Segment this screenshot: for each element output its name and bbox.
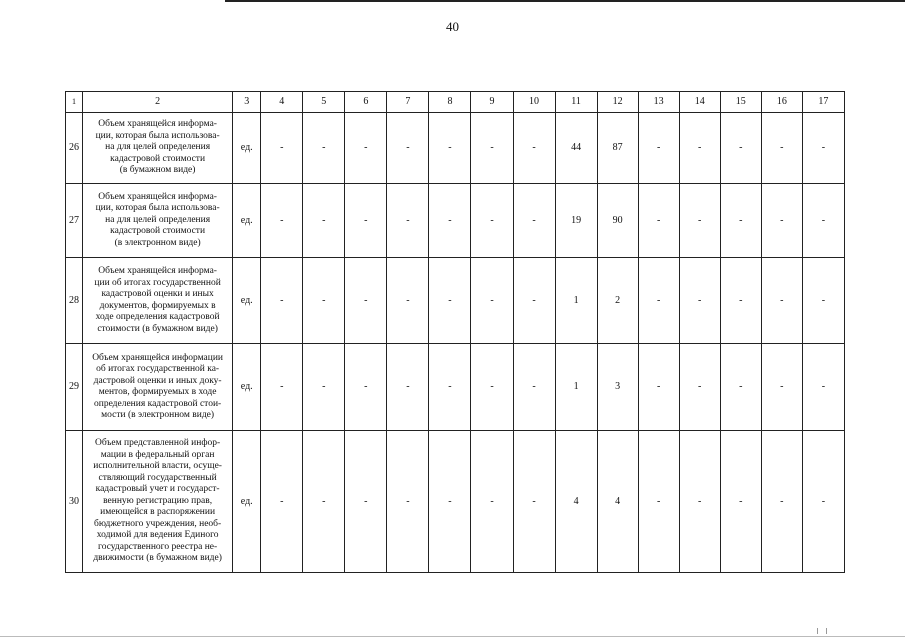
description-line: (в электронном виде) [114,237,201,248]
row-unit: ед. [233,113,261,184]
row-number: 28 [66,258,83,344]
value-cell-col-7: - [387,184,429,258]
data-table [65,91,845,573]
column-header-3: 3 [233,92,261,113]
row-number: 26 [66,113,83,184]
description-line: ции об итогах государственной [94,277,221,288]
description-line: кадастровой стоимости [110,226,206,237]
value-cell-col-10: - [513,431,555,573]
description-line: Объем хранящейся информа- [98,191,217,202]
value-cell-col-7: - [387,113,429,184]
row-description [83,113,233,184]
description-line: на для целей определения [105,214,211,225]
value-cell-col-12: 4 [597,431,638,573]
column-header-5: 5 [303,92,345,113]
value-cell-col-11: 1 [555,258,597,344]
description-line: ции, которая была использова- [95,203,220,214]
value-cell-col-13: - [638,113,679,184]
description-line: определения кадастровой стои- [94,398,222,409]
row-description [83,431,233,573]
description-line: венную регистрацию прав, [103,495,213,506]
value-cell-col-8: - [429,258,471,344]
table-row [66,344,845,431]
value-cell-col-17: - [802,431,844,573]
table-row [66,113,845,184]
value-cell-col-7: - [387,258,429,344]
description-line: кадастровый учет и государст- [95,484,220,495]
value-cell-col-9: - [471,431,513,573]
value-cell-col-12: 3 [597,344,638,431]
value-cell-col-6: - [345,184,387,258]
value-cell-col-12: 90 [597,184,638,258]
value-cell-col-4: - [261,344,303,431]
column-header-13: 13 [638,92,679,113]
row-description [83,344,233,431]
column-header-16: 16 [761,92,802,113]
description-line: кадастровой стоимости [110,153,206,164]
column-header-12: 12 [597,92,638,113]
value-cell-col-16: - [761,431,802,573]
row-description [83,258,233,344]
value-cell-col-15: - [720,113,761,184]
description-line: (в бумажном виде) [119,165,196,176]
description-line: дастровой оценки и иных доку- [93,375,222,386]
value-cell-col-17: - [802,344,844,431]
value-cell-col-17: - [802,113,844,184]
row-unit: ед. [233,258,261,344]
description-line: Объем представленной инфор- [95,438,221,449]
column-header-8: 8 [429,92,471,113]
value-cell-col-17: - [802,184,844,258]
table-row [66,258,845,344]
column-header-7: 7 [387,92,429,113]
row-unit: ед. [233,184,261,258]
value-cell-col-11: 4 [555,431,597,573]
value-cell-col-15: - [720,184,761,258]
value-cell-col-9: - [471,113,513,184]
table-row [66,431,845,573]
row-number: 27 [66,184,83,258]
value-cell-col-15: - [720,344,761,431]
value-cell-col-12: 87 [597,113,638,184]
description-line: ментов, формируемых в ходе [98,387,217,397]
column-header-4: 4 [261,92,303,113]
description-line: документов, формируемых в [99,300,216,311]
description-line: мации в федеральный орган [100,449,215,460]
value-cell-col-4: - [261,431,303,573]
scan-tick-marks [817,628,827,634]
value-cell-col-15: - [720,431,761,573]
row-description [83,184,233,258]
top-border-line [225,0,905,2]
value-cell-col-6: - [345,258,387,344]
description-line: об итогах государственной ка- [96,364,220,374]
value-cell-col-14: - [679,431,720,573]
column-header-1: 1 [66,92,83,113]
value-cell-col-4: - [261,258,303,344]
description-line: Объем хранящейся информа- [98,266,217,276]
table-header-row [66,92,845,113]
value-cell-col-16: - [761,184,802,258]
value-cell-col-8: - [429,113,471,184]
description-line: Объем хранящейся информа- [98,119,217,130]
value-cell-col-4: - [261,113,303,184]
value-cell-col-5: - [303,258,345,344]
row-unit: ед. [233,431,261,573]
value-cell-col-15: - [720,258,761,344]
value-cell-col-13: - [638,344,679,431]
description-line: мости (в электронном виде) [101,410,215,420]
table-row [66,184,845,258]
description-line: ции, которая была использова- [95,130,220,141]
description-line: ствляющий государственный [98,472,217,483]
page-number: 40 [446,19,459,34]
value-cell-col-5: - [303,113,345,184]
value-cell-col-10: - [513,184,555,258]
value-cell-col-17: - [802,258,844,344]
column-header-10: 10 [513,92,555,113]
row-unit: ед. [233,344,261,431]
value-cell-col-16: - [761,344,802,431]
value-cell-col-11: 1 [555,344,597,431]
column-header-17: 17 [802,92,844,113]
value-cell-col-7: - [387,344,429,431]
column-header-6: 6 [345,92,387,113]
value-cell-col-9: - [471,344,513,431]
value-cell-col-10: - [513,344,555,431]
column-header-15: 15 [720,92,761,113]
value-cell-col-8: - [429,431,471,573]
value-cell-col-8: - [429,184,471,258]
description-line: на для целей определения [105,142,211,153]
value-cell-col-9: - [471,184,513,258]
value-cell-col-11: 44 [555,113,597,184]
description-line: государственного реестра не- [98,541,218,552]
value-cell-col-5: - [303,184,345,258]
value-cell-col-5: - [303,431,345,573]
description-line: движимости (в бумажном виде) [93,553,222,564]
column-header-9: 9 [471,92,513,113]
value-cell-col-6: - [345,344,387,431]
value-cell-col-13: - [638,258,679,344]
value-cell-col-12: 2 [597,258,638,344]
description-line: бюджетного учреждения, необ- [94,518,222,529]
column-header-2: 2 [83,92,233,113]
value-cell-col-11: 19 [555,184,597,258]
column-header-14: 14 [679,92,720,113]
description-line: имеющейся в распоряжении [100,507,216,518]
value-cell-col-14: - [679,258,720,344]
value-cell-col-14: - [679,113,720,184]
value-cell-col-10: - [513,258,555,344]
value-cell-col-16: - [761,113,802,184]
description-line: кадастровой оценки и иных [101,289,214,299]
value-cell-col-6: - [345,113,387,184]
value-cell-col-4: - [261,184,303,258]
description-line: ходимой для ведения Единого [96,530,219,541]
value-cell-col-16: - [761,258,802,344]
value-cell-col-14: - [679,184,720,258]
description-line: Объем хранящейся информации [92,352,224,363]
value-cell-col-5: - [303,344,345,431]
description-line: стоимости (в бумажном виде) [97,323,218,334]
row-number: 30 [66,431,83,573]
bottom-border-line [0,636,905,637]
row-number: 29 [66,344,83,431]
value-cell-col-9: - [471,258,513,344]
value-cell-col-13: - [638,184,679,258]
value-cell-col-10: - [513,113,555,184]
value-cell-col-8: - [429,344,471,431]
column-header-11: 11 [555,92,597,113]
value-cell-col-13: - [638,431,679,573]
value-cell-col-6: - [345,431,387,573]
value-cell-col-7: - [387,431,429,573]
value-cell-col-14: - [679,344,720,431]
description-line: исполнительной власти, осуще- [93,461,222,472]
description-line: ходе определения кадастровой [95,312,220,322]
